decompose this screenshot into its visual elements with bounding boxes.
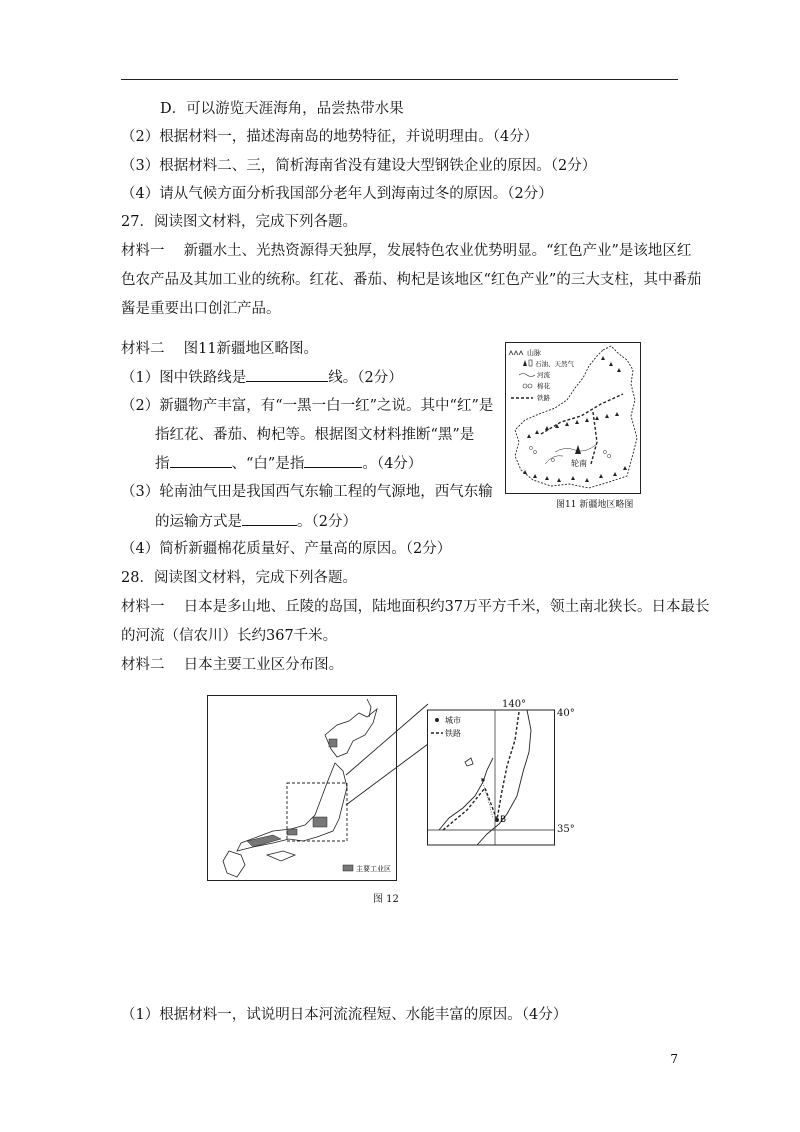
japan-inset-map <box>427 700 555 846</box>
question-26-4: （4）请从气候方面分析我国部分老年人到海南过冬的原因。（2分） <box>121 186 553 202</box>
answer-blank-transport[interactable] <box>242 511 297 526</box>
q27-3-text-b: 。（2分） <box>297 514 357 530</box>
q27-1-text-end: 线。（2分） <box>328 370 403 386</box>
question-27-4: （4）简析新疆棉花质量好、产量高的原因。（2分） <box>121 541 452 557</box>
q27-1-text-start: （1）图中铁路线是 <box>121 370 247 386</box>
question-27-2-line-1: （2）新疆物产丰富，有“一黑一白一红”之说。其中“红”是 <box>121 398 494 414</box>
legend-mountain: 山脉 <box>527 349 541 357</box>
q27-2-text-a: 指 <box>155 456 170 472</box>
question-27-2-line-3 <box>155 453 422 474</box>
answer-blank-black[interactable] <box>170 453 232 468</box>
city-icon <box>435 718 439 722</box>
page-number: 7 <box>670 1052 678 1066</box>
question-27-3-line-2 <box>155 511 357 532</box>
question-27-1 <box>121 367 403 388</box>
legend-industry: 主要工业区 <box>356 865 391 873</box>
q27-material-1-line-1: 材料一 新疆水土、光热资源得天独厚，发展特色农业优势明显。“红色产业”是该地区红 <box>121 243 692 259</box>
legend-river: 河流 <box>537 371 550 379</box>
q27-2-text-b: 、“白”是指 <box>231 456 305 472</box>
q27-2-text-c: 。（4分） <box>362 456 423 472</box>
q28-material-1-line-2: 的河流（信农川）长约367千米。 <box>121 628 338 644</box>
question-28: 28．阅读图文材料，完成下列各题。 <box>121 570 357 586</box>
q28-material-1-line-1: 材料一 日本是多山地、丘陵的岛国，陆地面积约37万平方千米，领土南北狭长。日本最长 <box>121 599 710 615</box>
option-d: D．可以游览天涯海角，品尝热带水果 <box>160 101 404 117</box>
legend-city: 城市 <box>445 716 461 725</box>
question-27: 27．阅读图文材料，完成下列各题。 <box>121 214 357 230</box>
header-rule <box>121 79 678 80</box>
question-26-3: （3）根据材料二、三，简析海南省没有建设大型钢铁企业的原因。（2分） <box>121 158 597 174</box>
figure-12-caption: 图 12 <box>373 894 399 905</box>
question-27-2-line-2: 指红花、番茄、枸杞等。根据图文材料推断“黑”是 <box>155 427 475 443</box>
legend-industry-swatch <box>343 865 353 871</box>
answer-blank-railway[interactable] <box>246 367 328 382</box>
q27-material-2: 材料二 图11新疆地区略图。 <box>121 341 319 357</box>
q27-3-text-a: 的运输方式是 <box>155 514 242 530</box>
label-40: 40° <box>557 708 575 719</box>
q27-material-1-line-2: 色农产品及其加工业的统称。红花、番茄、枸杞是该地区“红色产业”的三大支柱，其中番茄 <box>121 272 702 288</box>
question-26-2: （2）根据材料一，描述海南岛的地势特征，并说明理由。（4分） <box>121 129 539 145</box>
q28-material-2: 材料二 日本主要工业区分布图。 <box>121 657 344 673</box>
question-28-1: （1）根据材料一，试说明日本河流流程短、水能丰富的原因。（4分） <box>121 1007 568 1023</box>
q27-material-1-line-3: 酱是重要出口创汇产品。 <box>121 301 281 317</box>
place-lunnan: 轮南 <box>571 459 587 468</box>
question-27-3-line-1: （3）轮南油气田是我国西气东输工程的气源地，西气东输 <box>121 484 493 500</box>
city-b-marker <box>495 818 499 822</box>
legend-cotton: 棉花 <box>537 382 550 390</box>
xinjiang-map <box>505 342 641 494</box>
legend-railway-inset: 铁路 <box>445 729 461 738</box>
label-35: 35° <box>557 824 575 835</box>
legend-railway: 铁路 <box>537 394 550 402</box>
answer-blank-white[interactable] <box>304 453 362 468</box>
city-a-marker <box>481 778 484 781</box>
label-140: 140° <box>502 699 527 710</box>
inset-connector <box>340 700 430 810</box>
legend-oil-gas: 石油、天然气 <box>535 360 574 368</box>
figure-11-caption: 图11 新疆地区略图 <box>556 500 634 510</box>
label-b: B <box>500 815 507 825</box>
